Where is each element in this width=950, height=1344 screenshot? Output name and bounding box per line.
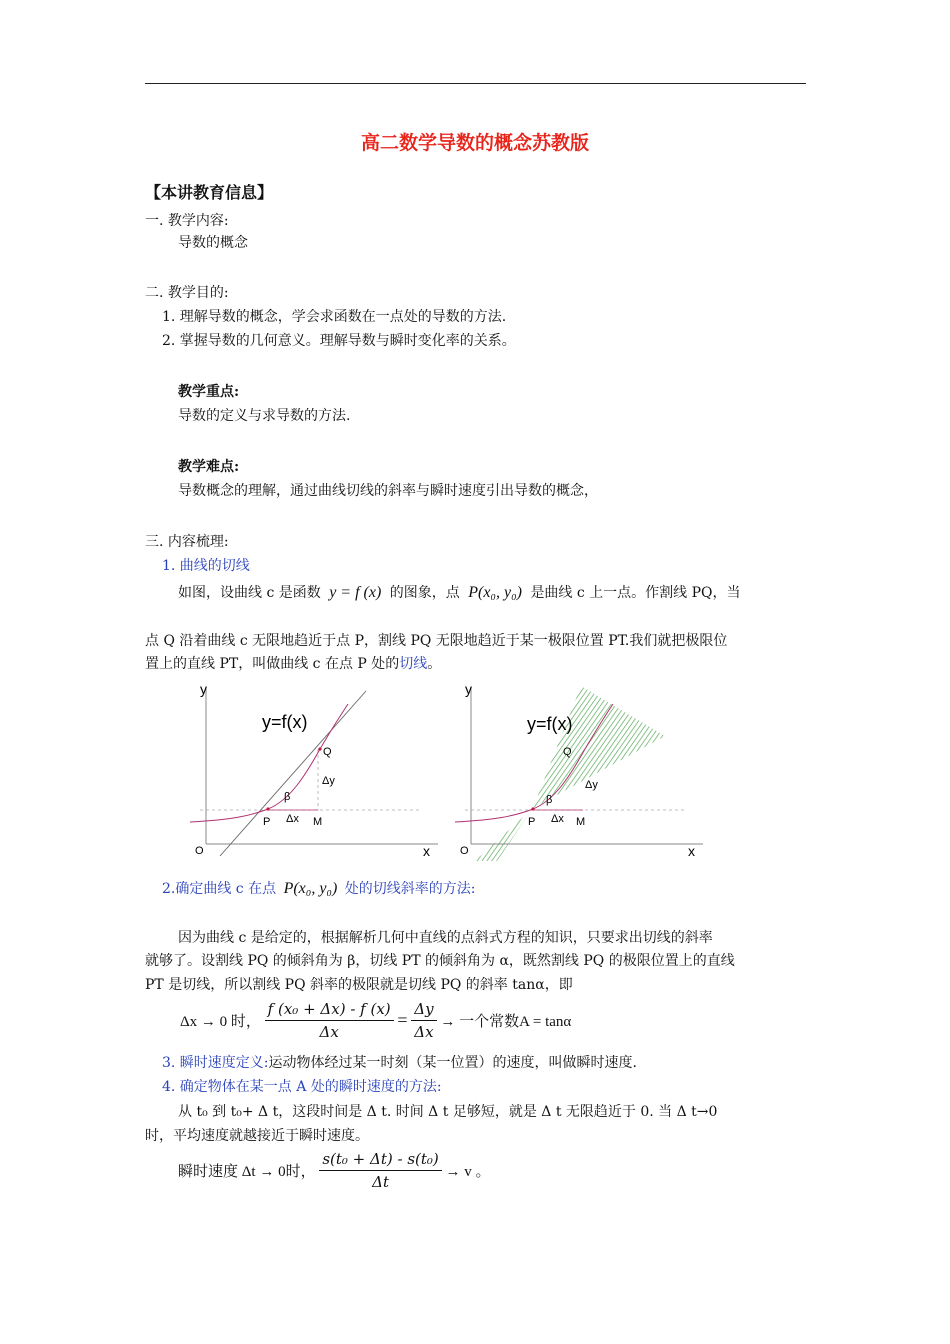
eq1-numerator: f (x₀ + Δx) - f (x) [265, 998, 394, 1021]
q-label: Q [563, 746, 572, 758]
p2-line3: PT 是切线，所以割线 PQ 斜率的极限就是切线 PQ 的斜率 tanα，即 [145, 977, 573, 993]
s1-heading: 一. 教学内容: [145, 213, 229, 229]
s3-heading: 三. 内容梳理: [145, 534, 229, 550]
eq1-denominator: Δx [319, 1023, 339, 1041]
p1-text-b: 的图象，点 [389, 585, 460, 601]
header-rule [145, 83, 806, 84]
x-axis-label: x [423, 843, 430, 859]
s3-item-1: 1. 曲线的切线 [162, 558, 250, 574]
p1-line1 [178, 582, 741, 602]
item2-text-a: 2.确定曲线 c 在点 [162, 881, 277, 897]
figure-tangent-limit [445, 676, 705, 861]
beta-label: β [284, 791, 291, 803]
function-label: y=f(x) [527, 714, 573, 734]
p1-line2: 点 Q 沿着曲线 c 无限地趋近于点 P，割线 PQ 无限地趋近于某一极限位置 PT.我们就把极限位 [145, 633, 728, 649]
origin-label: O [460, 845, 469, 857]
point-p-dot [531, 807, 534, 810]
s2-heading: 二. 教学目的: [145, 285, 229, 301]
origin-label: O [195, 845, 204, 857]
y-axis-label: y [465, 681, 472, 697]
secant-fan-lower [475, 808, 536, 861]
p1-text-c: 是曲线 c 上一点。作割线 PQ，当 [530, 585, 741, 601]
p1-line3-end: 。 [427, 656, 442, 672]
p4-line1: 从 t₀ 到 t₀+ Δ t，这段时间是 Δ t. 时间 Δ t 足够短，就是 Δ t 无限趋近于 0. 当 Δ t→0 [178, 1104, 718, 1120]
page-title: 高二数学导数的概念苏教版 [360, 132, 589, 154]
point-q-dot [318, 747, 321, 750]
equation-slope-limit [180, 998, 571, 1043]
item3-label: 3. 瞬时速度定义: [162, 1055, 269, 1071]
figure-secant [180, 676, 440, 861]
item2-text-b: 处的切线斜率的方法: [344, 881, 476, 897]
eq2-prefix: 瞬时速度 Δt → 0时， [178, 1164, 316, 1180]
x-axis-label: x [688, 843, 695, 859]
delta-x-label: Δx [551, 813, 564, 825]
eq2-fraction [319, 1148, 441, 1193]
beta-label: β [546, 794, 553, 806]
eq1-denominator-2: Δx [414, 1023, 434, 1041]
eq1-prefix: Δx → 0 时， [180, 1014, 261, 1030]
s3-item-2 [162, 878, 476, 898]
s1-body: 导数的概念 [178, 235, 248, 251]
p-label: P [263, 816, 271, 828]
tangent-term: 切线 [399, 656, 428, 672]
y-axis-label: y [200, 681, 207, 697]
p1-text-a: 如图，设曲线 c 是函数 [178, 585, 321, 601]
p2-line2: 就够了。设割线 PQ 的倾斜角为 β，切线 PT 的倾斜角为 α，既然割线 PQ 的极限位置上的直线 [145, 953, 735, 969]
q-label: Q [323, 746, 332, 758]
s2-item-1: 1. 理解导数的概念，学会求函数在一点处的导数的方法. [162, 309, 507, 325]
difficulty-text: 导数概念的理解，通过曲线切线的斜率与瞬时速度引出导数的概念， [178, 483, 598, 499]
item3-text: 运动物体经过某一时刻（某一位置）的速度，叫做瞬时速度. [268, 1055, 637, 1071]
point-p-dot [266, 807, 269, 810]
eq2-denominator: Δt [372, 1173, 389, 1191]
s3-item-3 [162, 1052, 637, 1072]
eq1-fraction [265, 998, 394, 1043]
delta-x-label: Δx [286, 813, 299, 825]
m-label: M [576, 816, 586, 828]
p2-line1: 因为曲线 c 是给定的，根据解析几何中直线的点斜式方程的知识，只要求出切线的斜率 [178, 930, 713, 946]
eq1-suffix: → 一个常数A = tanα [440, 1014, 572, 1030]
eq1-fraction-2 [411, 998, 436, 1043]
p1-line3-text: 置上的直线 PT，叫做曲线 c 在点 P 处的 [145, 656, 400, 672]
eq1-numerator-2: Δy [411, 998, 436, 1021]
p-label: P [528, 816, 536, 828]
eq2-suffix: → v 。 [445, 1164, 491, 1180]
s2-item-2: 2. 掌握导数的几何意义。理解导数与瞬时变化率的关系。 [162, 333, 516, 349]
delta-y-label: Δy [322, 775, 335, 787]
point-expr: P(x₀, y₀) [468, 584, 522, 601]
eq2-numerator: s(t₀ + Δt) - s(t₀) [319, 1148, 441, 1171]
m-label: M [313, 816, 323, 828]
s3-item-4: 4. 确定物体在某一点 A 处的瞬时速度的方法: [162, 1079, 442, 1095]
difficulty-label: 教学难点: [178, 459, 240, 475]
eq1-equals: = [397, 1010, 408, 1030]
equation-instant-velocity [178, 1148, 491, 1193]
section-header: 【本讲教育信息】 [145, 183, 274, 202]
p4-line2: 时，平均速度就越接近于瞬时速度。 [145, 1128, 369, 1144]
key-point-label: 教学重点: [178, 384, 240, 400]
function-expr: y = f (x) [329, 584, 382, 601]
secant-fan-upper [533, 686, 665, 808]
function-label: y=f(x) [262, 712, 308, 732]
delta-y-label: Δy [585, 779, 598, 791]
p1-line3 [145, 653, 441, 673]
key-point-text: 导数的定义与求导数的方法. [178, 408, 351, 424]
item2-point-expr: P(x₀, y₀) [283, 880, 338, 897]
